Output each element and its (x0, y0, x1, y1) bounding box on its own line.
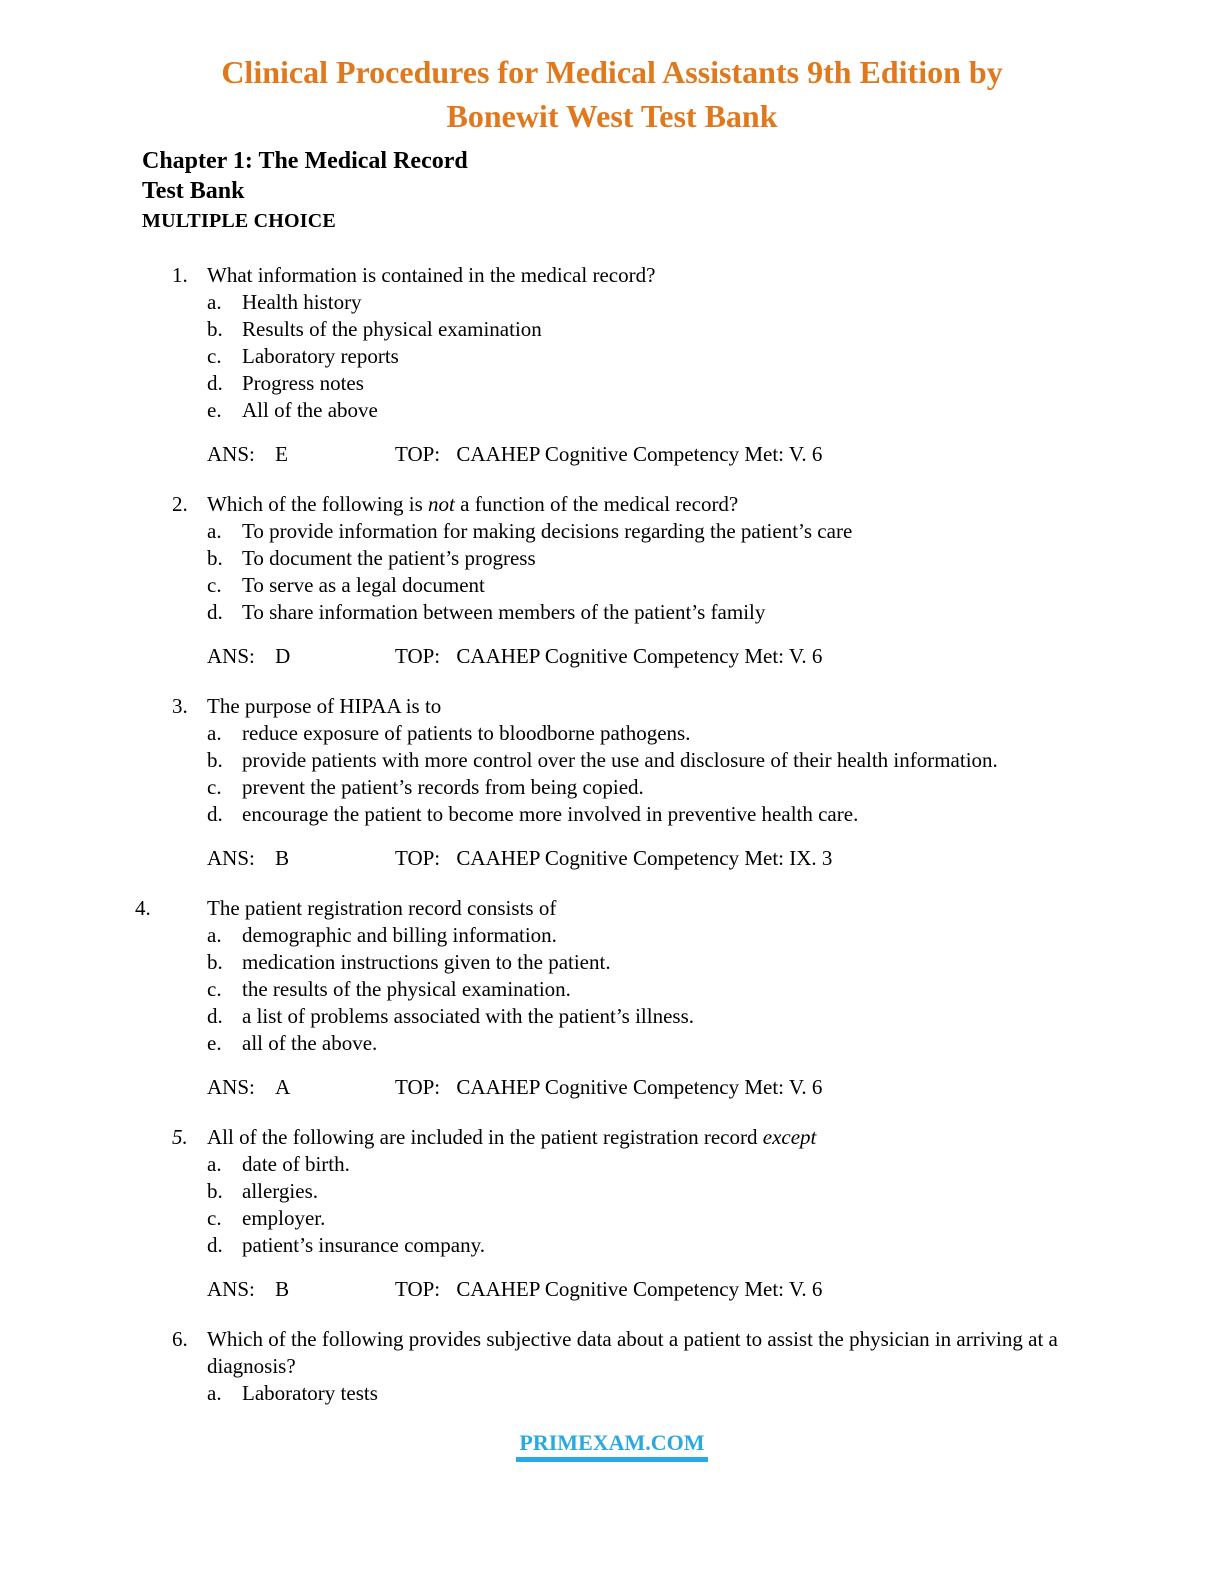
option-letter: a. (207, 290, 222, 314)
document-header (0, 146, 1224, 236)
option-letter: a. (207, 1381, 222, 1405)
question-options (207, 289, 1059, 424)
top-part (395, 1276, 822, 1303)
top-part (395, 1074, 822, 1101)
option-letter: c. (207, 344, 222, 368)
answer-label: ANS: (207, 1075, 255, 1099)
answer-line (207, 845, 1059, 872)
option-row (207, 545, 1059, 572)
option-row (207, 720, 1059, 747)
question-number: 5. (172, 1125, 188, 1149)
top-label: TOP: (395, 1277, 441, 1301)
question-number: 2. (172, 492, 188, 516)
question-item (172, 1326, 1114, 1407)
answer-left (207, 1074, 395, 1101)
top-label: TOP: (395, 442, 441, 466)
option-letter: a. (207, 519, 222, 543)
top-label: TOP: (395, 644, 441, 668)
option-letter: c. (207, 775, 222, 799)
option-row (207, 747, 1059, 774)
option-text: all of the above. (242, 1031, 378, 1055)
option-row (207, 518, 1059, 545)
primexam-link[interactable]: PRIMEXAM.COM (516, 1430, 707, 1462)
option-letter: b. (207, 748, 223, 772)
question-item (172, 262, 1114, 468)
question-text: The patient registration record consists of (207, 896, 557, 920)
option-text: Progress notes (242, 371, 364, 395)
option-letter: a. (207, 721, 222, 745)
answer-line (207, 1276, 1059, 1303)
question-text: Which of the following is not a function of the medical record? (207, 492, 739, 516)
document-title-line-2: Bonewit West Test Bank (446, 98, 778, 134)
option-letter: c. (207, 977, 222, 1001)
question-body (207, 1124, 1059, 1303)
option-text: To share information between members of the patient’s family (242, 600, 766, 624)
option-row (207, 289, 1059, 316)
page-footer (0, 1430, 1224, 1462)
question-text: All of the following are included in the patient registration record except (207, 1125, 817, 1149)
question-body (207, 693, 1059, 872)
question-text: What information is contained in the medical record? (207, 263, 656, 287)
option-letter: a. (207, 1152, 222, 1176)
option-row (207, 774, 1059, 801)
answer-left (207, 441, 395, 468)
option-text: medication instructions given to the patient. (242, 950, 611, 974)
option-row (207, 370, 1059, 397)
chapter-heading: Chapter 1: The Medical Record (142, 148, 468, 174)
question-options (207, 922, 1059, 1057)
top-value: CAAHEP Cognitive Competency Met: V. 6 (456, 644, 823, 668)
option-row (207, 949, 1059, 976)
answer-value: A (275, 1075, 291, 1099)
question-body (207, 895, 1059, 1101)
option-text: a list of problems associated with the patient’s illness. (242, 1004, 695, 1028)
option-letter: b. (207, 1179, 223, 1203)
question-options (207, 720, 1059, 828)
option-letter: c. (207, 1206, 222, 1230)
document-title (0, 0, 1224, 138)
question-number: 4. (135, 896, 151, 920)
answer-value: D (275, 644, 291, 668)
option-text: Results of the physical examination (242, 317, 542, 341)
top-value: CAAHEP Cognitive Competency Met: V. 6 (456, 1277, 823, 1301)
option-letter: d. (207, 1233, 223, 1257)
option-row (207, 343, 1059, 370)
option-letter: d. (207, 371, 223, 395)
question-item (172, 491, 1114, 670)
option-text: Laboratory reports (242, 344, 399, 368)
question-text: Which of the following provides subjective data about a patient to assist the physician in arriving at a diagnosis? (207, 1327, 1058, 1378)
option-text: Health history (242, 290, 362, 314)
option-row (207, 397, 1059, 424)
answer-label: ANS: (207, 442, 255, 466)
answer-line (207, 1074, 1059, 1101)
top-part (395, 441, 822, 468)
option-letter: d. (207, 1004, 223, 1028)
option-text: demographic and billing information. (242, 923, 557, 947)
top-part (395, 643, 822, 670)
option-text: allergies. (242, 1179, 319, 1203)
question-body (207, 491, 1059, 670)
question-options (207, 1380, 1059, 1407)
option-row (207, 1030, 1059, 1057)
question-options (207, 1151, 1059, 1259)
testbank-heading: Test Bank (142, 178, 245, 204)
option-letter: b. (207, 317, 223, 341)
option-letter: a. (207, 923, 222, 947)
top-label: TOP: (395, 1075, 441, 1099)
document-title-line-1: Clinical Procedures for Medical Assistants 9th Edition by (221, 54, 1003, 90)
question-options (207, 518, 1059, 626)
option-text: date of birth. (242, 1152, 350, 1176)
answer-line (207, 441, 1059, 468)
option-letter: d. (207, 802, 223, 826)
answer-label: ANS: (207, 644, 255, 668)
option-row (207, 1380, 1059, 1407)
question-text: The purpose of HIPAA is to (207, 694, 442, 718)
answer-value: E (275, 442, 288, 466)
answer-left (207, 1276, 395, 1303)
option-row (207, 1205, 1059, 1232)
option-text: provide patients with more control over the use and disclosure of their health information. (242, 748, 998, 772)
questions-list (135, 262, 1114, 1407)
option-row (207, 599, 1059, 626)
option-row (207, 1232, 1059, 1259)
option-text: patient’s insurance company. (242, 1233, 485, 1257)
top-value: CAAHEP Cognitive Competency Met: V. 6 (456, 1075, 823, 1099)
option-letter: e. (207, 1031, 222, 1055)
option-letter: c. (207, 573, 222, 597)
question-body (207, 262, 1059, 468)
answer-label: ANS: (207, 1277, 255, 1301)
option-text: To document the patient’s progress (242, 546, 536, 570)
question-number: 6. (172, 1327, 188, 1351)
option-text: encourage the patient to become more involved in preventive health care. (242, 802, 859, 826)
option-letter: b. (207, 950, 223, 974)
option-text: reduce exposure of patients to bloodborne pathogens. (242, 721, 691, 745)
option-letter: b. (207, 546, 223, 570)
option-text: employer. (242, 1206, 326, 1230)
answer-value: B (275, 846, 290, 870)
option-text: the results of the physical examination. (242, 977, 571, 1001)
question-number: 1. (172, 263, 188, 287)
answer-value: B (275, 1277, 290, 1301)
question-item (172, 1124, 1114, 1303)
top-value: CAAHEP Cognitive Competency Met: IX. 3 (456, 846, 833, 870)
answer-line (207, 643, 1059, 670)
option-row (207, 1151, 1059, 1178)
option-text: To serve as a legal document (242, 573, 485, 597)
option-letter: e. (207, 398, 222, 422)
question-body (207, 1326, 1059, 1407)
option-row (207, 922, 1059, 949)
question-item (172, 693, 1114, 872)
option-row (207, 976, 1059, 1003)
option-text: All of the above (242, 398, 378, 422)
top-label: TOP: (395, 846, 441, 870)
option-row (207, 801, 1059, 828)
option-text: To provide information for making decisions regarding the patient’s care (242, 519, 853, 543)
answer-left (207, 643, 395, 670)
section-heading: MULTIPLE CHOICE (142, 210, 336, 232)
question-item (135, 895, 1114, 1101)
option-row (207, 572, 1059, 599)
answer-left (207, 845, 395, 872)
option-text: prevent the patient’s records from being copied. (242, 775, 644, 799)
top-part (395, 845, 832, 872)
question-number: 3. (172, 694, 188, 718)
option-row (207, 1003, 1059, 1030)
option-letter: d. (207, 600, 223, 624)
option-row (207, 316, 1059, 343)
option-row (207, 1178, 1059, 1205)
option-text: Laboratory tests (242, 1381, 378, 1405)
answer-label: ANS: (207, 846, 255, 870)
top-value: CAAHEP Cognitive Competency Met: V. 6 (456, 442, 823, 466)
